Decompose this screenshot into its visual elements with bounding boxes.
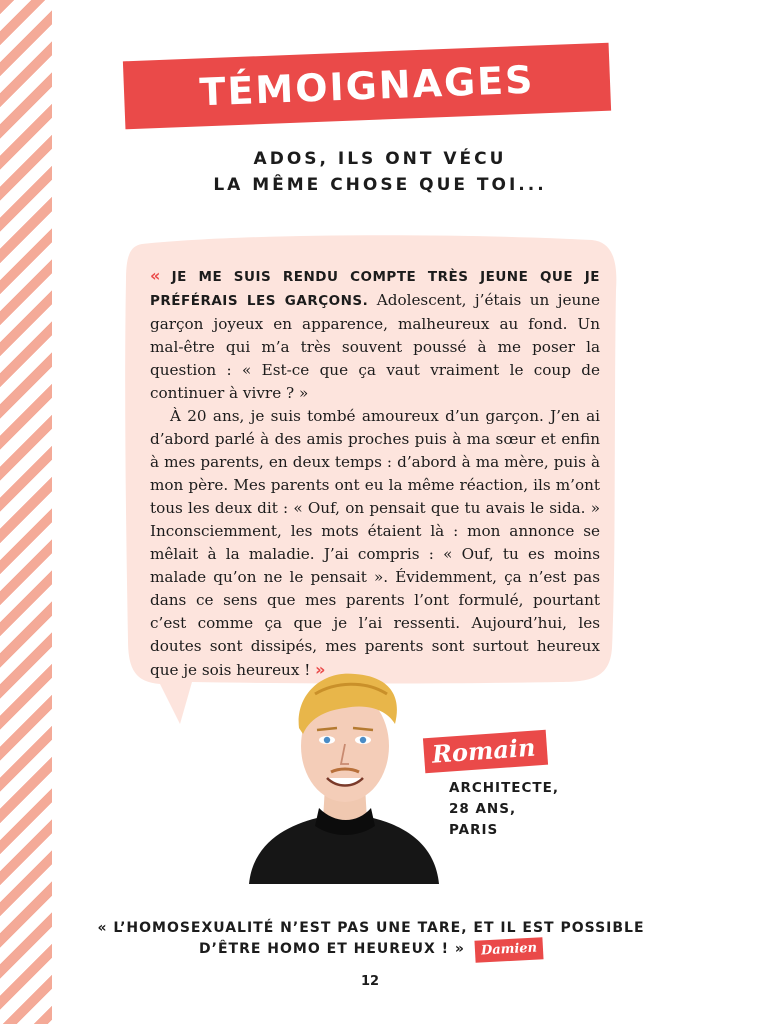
testimony-text (150, 264, 600, 682)
decorative-stripe-border (0, 0, 52, 1024)
person-details (449, 778, 609, 841)
subtitle (150, 146, 610, 198)
page-title: TÉMOIGNAGES (198, 57, 536, 115)
person-city: PARIS (449, 822, 499, 838)
page-number: 12 (360, 974, 380, 989)
person-age: 28 ANS, (449, 801, 517, 817)
bottom-quote-line-2: D’ÊTRE HOMO ET HEUREUX ! » (199, 941, 465, 957)
person-name-tag: Romain (423, 730, 549, 774)
person-job: ARCHITECTE, (449, 780, 559, 796)
signature-tag: Damien (474, 937, 543, 963)
subtitle-line-1: ADOS, ILS ONT VÉCU (253, 149, 507, 169)
open-quote-mark: « (150, 266, 161, 285)
subtitle-line-2: LA MÊME CHOSE QUE TOI... (213, 175, 547, 195)
portrait-illustration (245, 668, 445, 888)
title-banner (123, 43, 611, 130)
bottom-quote (96, 918, 646, 961)
bottom-quote-line-1: « L’HOMOSEXUALITÉ N’EST PAS UNE TARE, ET IL EST POSSIBLE (97, 920, 645, 936)
testimony-paragraph-2: À 20 ans, je suis tombé amoureux d’un garçon. J’en ai d’abord parlé à des amis proches puis à ma sœur et enfin à mes parents, en deux temps : d’abord à ma mère, puis à mon père. Mes parents ont eu la même réaction, ils m’ont tous les deux dit : « Ouf, on pensait que tu avais le sida. » Inconsciemment, les mots étaient là : mon annonce se mêlait à la maladie. J’ai compris : « Ouf, tu es moins malade qu’on ne le pensait ». Évidemment, ça n’est pas dans ce sens que mes parents l’ont formulé, pourtant c’est comme ça que je l’ai ressenti. Aujourd’hui, les doutes sont dissipés, mes parents sont surtout heureux que je sois heureux ! (150, 407, 600, 679)
testimony-paragraph-1: Adolescent, j’étais un jeune garçon joyeux en apparence, malheureux au fond. Un mal-être qui m’a très souvent poussé à me poser la question : « Est-ce que ça vaut vraiment le coup de continuer à vivre ? » (150, 291, 601, 402)
testimony-lead: JE ME SUIS RENDU COMPTE TRÈS JEUNE QUE JE PRÉFÉRAIS LES GARÇONS. (150, 269, 601, 309)
close-quote-mark: » (315, 660, 326, 679)
